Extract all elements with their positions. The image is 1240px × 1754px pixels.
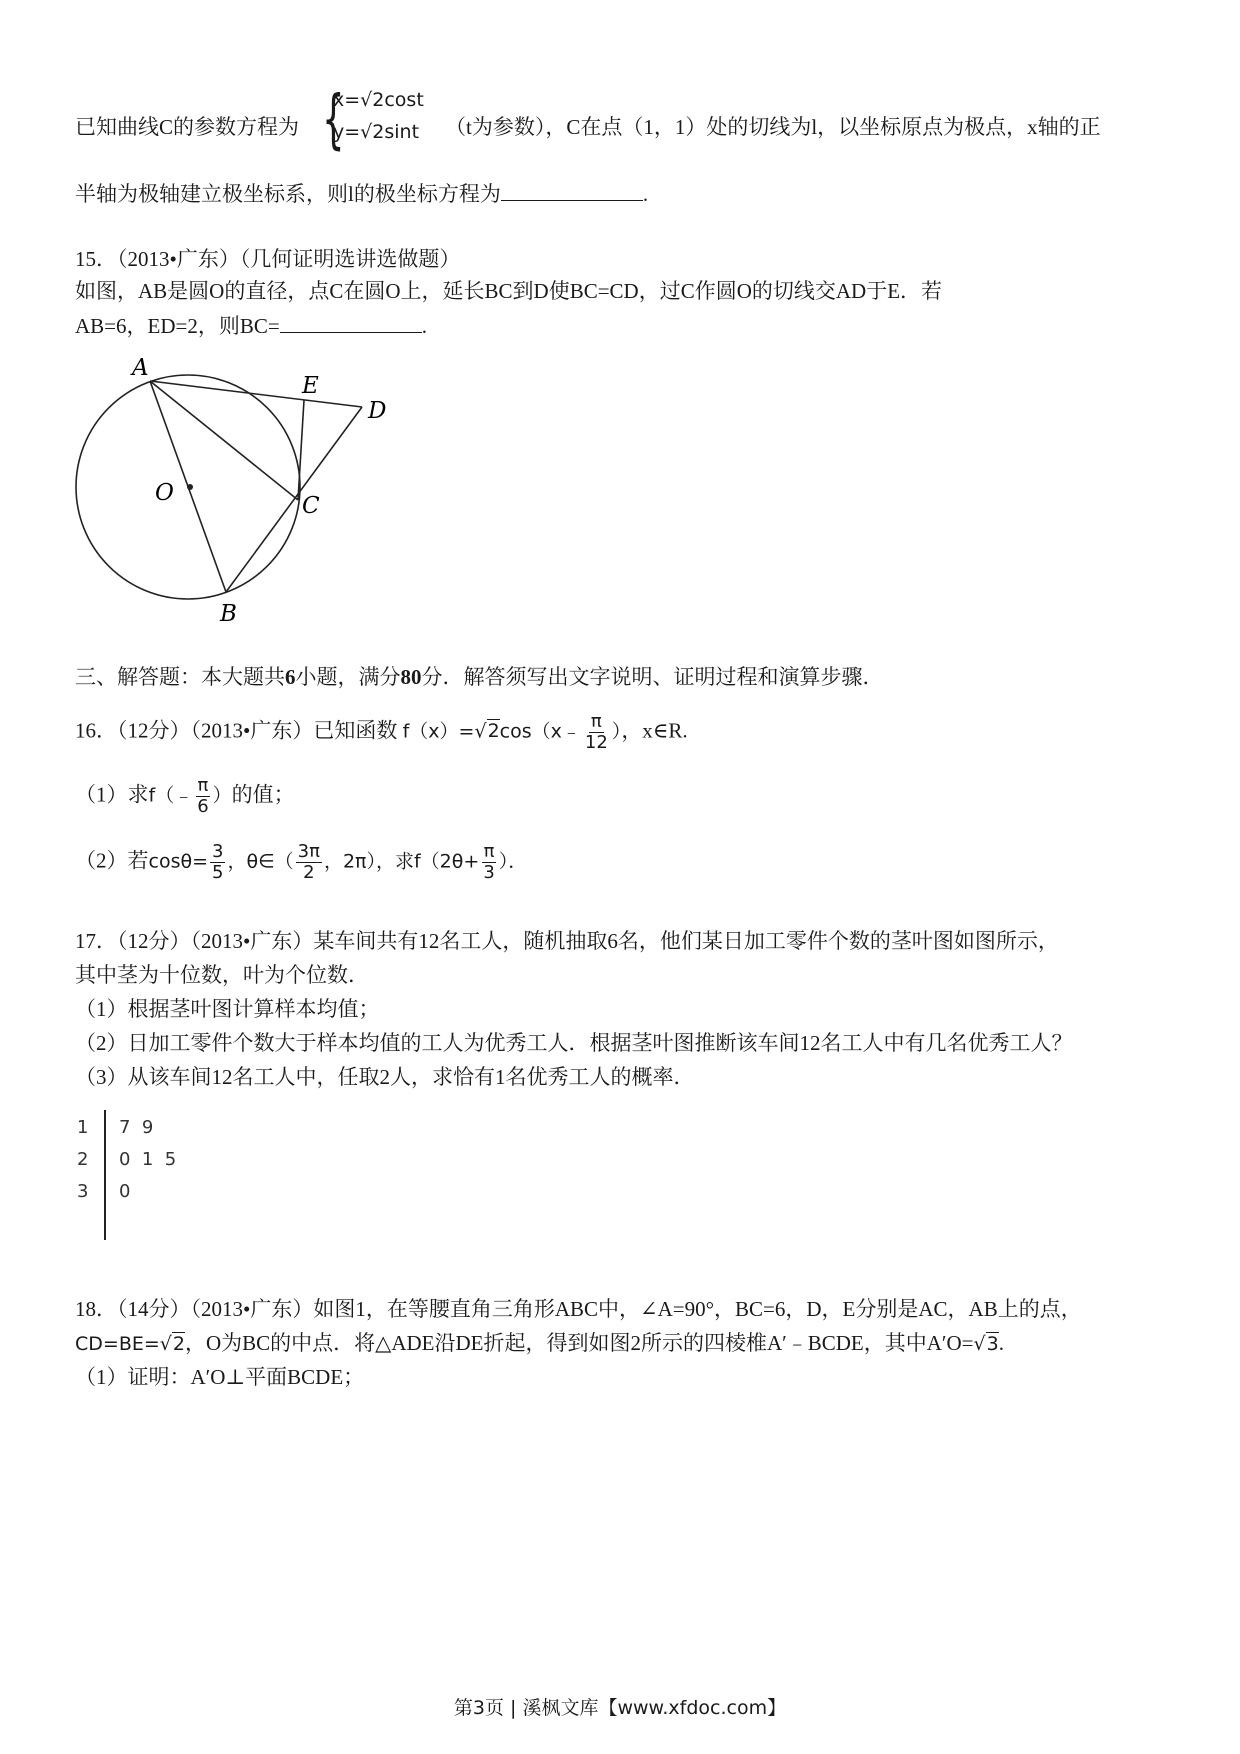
label-o: O xyxy=(155,480,174,506)
param-eq-x: x=√2cost xyxy=(333,89,424,111)
fraction-3-5: $\frac{3}{5}$ xyxy=(212,841,224,883)
q16-part2: （2）若cosθ= $\frac{3}{5}$ ，θ∈（ $\frac{3\pi}{2}$ ，2π），求f（2θ+ $\frac{\pi}{3}$ ）． xyxy=(75,841,528,883)
label-c: C xyxy=(302,493,320,519)
stem-value: 3 xyxy=(77,1181,89,1202)
q15-line1: 如图，AB是圆O的直径，点C在圆O上，延长BC到D使BC=CD，过C作圆O的切线交AD于E．若 xyxy=(75,279,943,303)
label-e: E xyxy=(302,373,319,399)
q18-line1: 18．（14分）（2013•广东）如图1，在等腰直角三角形ABC中，∠A=90°，BC=6，D，E分别是AC，AB上的点， xyxy=(75,1297,1082,1321)
q17-part2: （2）日加工零件个数大于样本均值的工人为优秀工人．根据茎叶图推断该车间12名工人中有几名优秀工人？ xyxy=(75,1031,1073,1055)
q14-line1-post: （t为参数），C在点（1，1）处的切线为l，以坐标原点为极点，x轴的正 xyxy=(445,115,1101,139)
param-eq-y: y=√2sint xyxy=(333,121,420,143)
q18-part1: （1）证明：A′O⊥平面BCDE； xyxy=(75,1365,365,1389)
fraction-pi-6: $\frac{\pi}{6}$ xyxy=(197,775,209,817)
label-b: B xyxy=(220,601,237,627)
label-d: D xyxy=(368,398,387,424)
q17-line2: 其中茎为十位数，叶为个位数． xyxy=(75,963,369,987)
system-brace: { xyxy=(322,83,345,157)
stem-value: 1 xyxy=(77,1117,89,1138)
fraction-pi-12: $\frac{\pi}{12}$ xyxy=(584,711,608,753)
segment-bd xyxy=(226,407,362,592)
page-footer: 第3页 | 溪枫文库【www.xfdoc.com】 xyxy=(453,1697,787,1719)
q15-line2: AB=6，ED=2，则BC= . xyxy=(75,314,427,338)
q14-line2: 半轴为极轴建立极坐标系，则l的极坐标方程为 . xyxy=(75,182,649,206)
q14-text-pre: 已知曲线C的参数方程为 xyxy=(75,115,300,139)
fraction-pi-3: $\frac{\pi}{3}$ xyxy=(483,841,495,883)
section3-heading: 三、解答题：本大题共6小题，满分80分．解答须写出文字说明、证明过程和演算步骤． xyxy=(75,665,884,689)
leaf-values: 7 9 xyxy=(119,1117,154,1138)
leaf-values: 0 xyxy=(119,1181,131,1202)
leaf-values: 0 1 5 xyxy=(119,1149,177,1170)
stem-leaf-divider xyxy=(104,1110,106,1240)
segment-ce xyxy=(298,400,304,500)
stem-value: 2 xyxy=(77,1149,89,1170)
q17-part1: （1）根据茎叶图计算样本均值； xyxy=(75,997,380,1021)
q15-header: 15．（2013•广东）（几何证明选讲选做题） xyxy=(75,247,461,271)
fraction-3pi-2: $\frac{3\pi}{2}$ xyxy=(297,841,320,883)
q17-part3: （3）从该车间12名工人中，任取2人，求恰有1名优秀工人的概率． xyxy=(75,1065,695,1089)
label-a: A xyxy=(132,355,149,381)
q18-line2: CD=BE=√2，O为BC的中点．将△ADE沿DE折起，得到如图2所示的四棱椎A′﹣BCDE，其中A′O=√3. xyxy=(75,1331,1004,1355)
q16-header: 16．（12分）（2013•广东）已知函数 f（x）=√2cos（x﹣ $\frac{\pi}{12}$ ），x∈R. xyxy=(75,711,688,753)
center-dot xyxy=(187,484,193,490)
q17-line1: 17．（12分）（2013•广东）某车间共有12名工人，随机抽取6名，他们某日加工零件个数的茎叶图如图所示， xyxy=(75,929,1059,953)
segment-ad xyxy=(150,381,362,407)
q16-part1: （1）求f（﹣ $\frac{\pi}{6}$ ）的值； xyxy=(75,775,295,817)
